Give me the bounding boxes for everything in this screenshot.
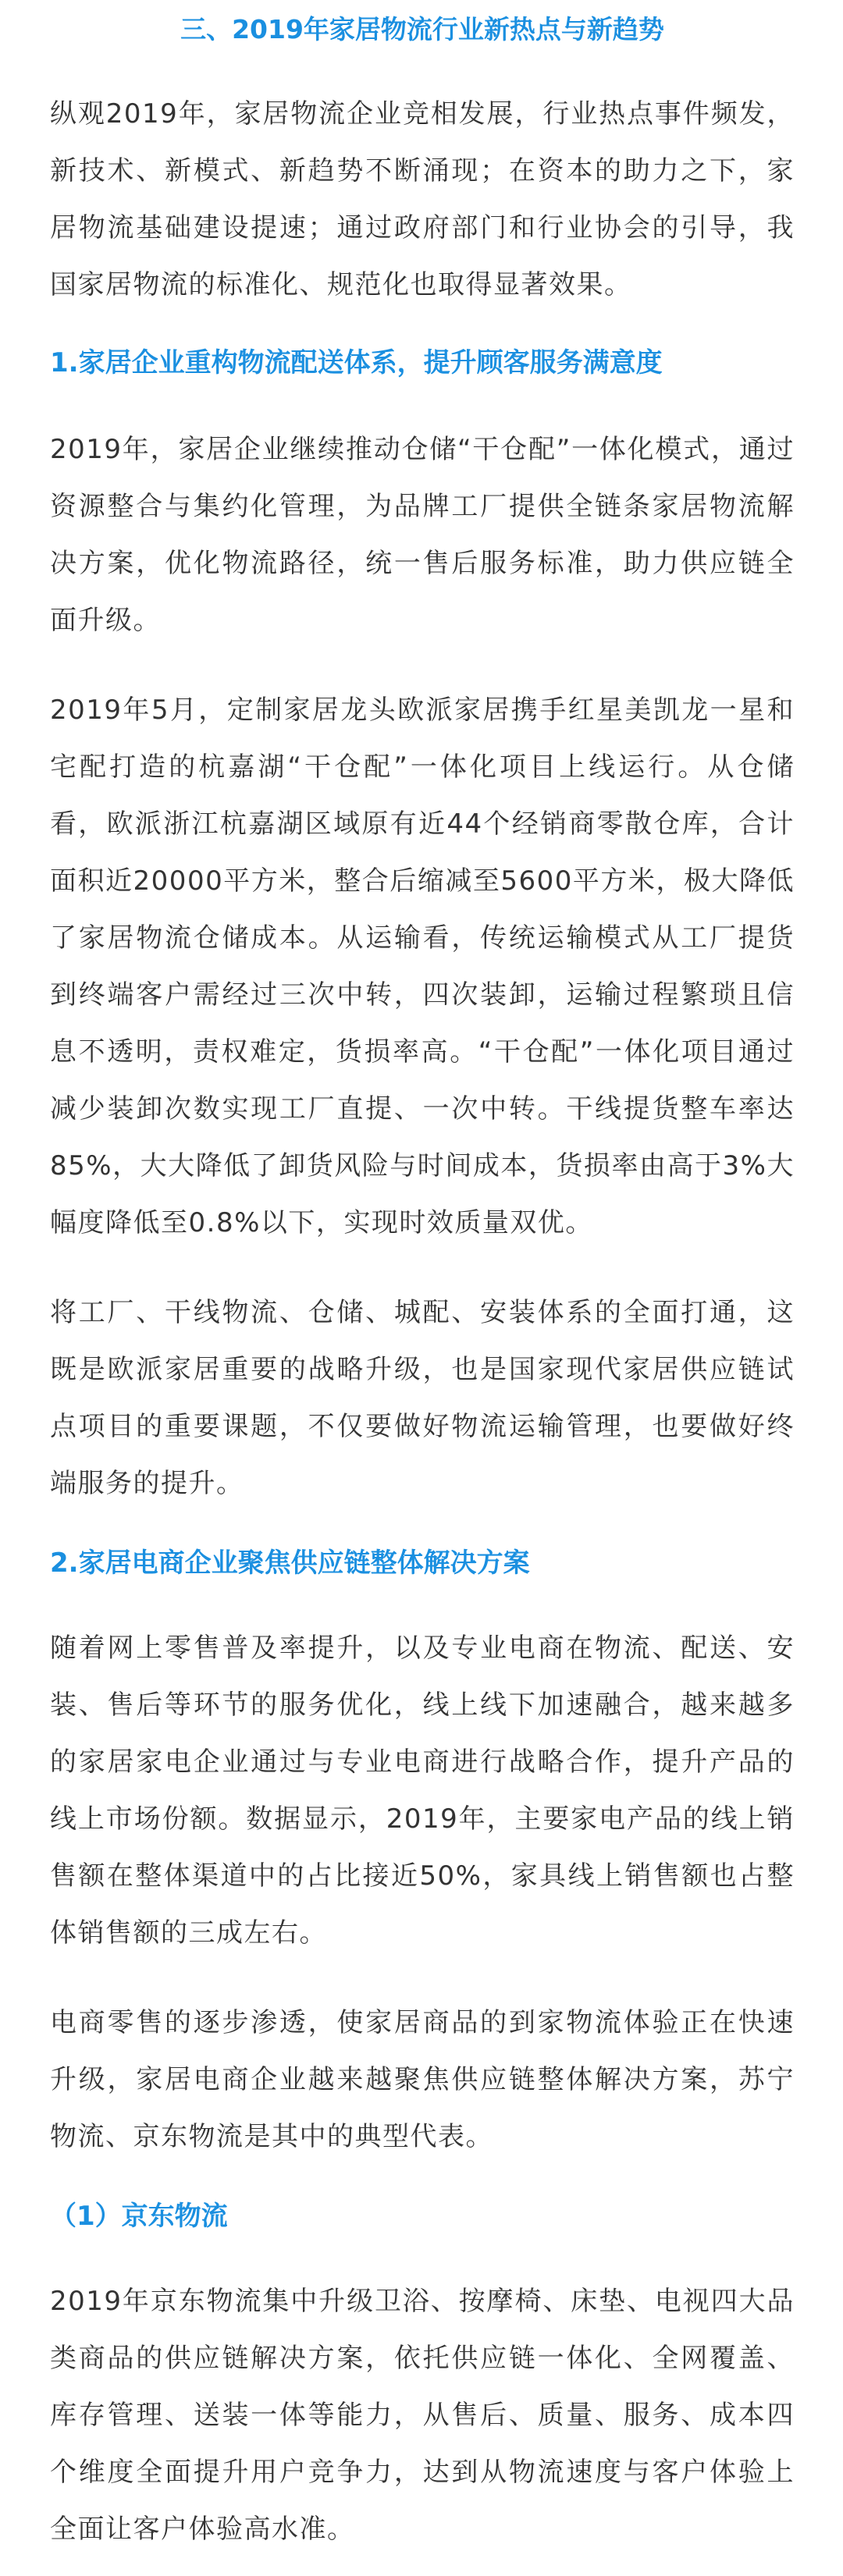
paragraph-jd-logistics: 2019年京东物流集中升级卫浴、按摩椅、床垫、电视四大品类商品的供应链解决方案，依托供应链一体化、全网覆盖、库存管理、送装一体等能力，从售后、质量、服务、成本四个维度全面提升用户竞争力，达到从物流速度与客户体验上全面让客户体验高水准。: [50, 2286, 795, 2545]
paragraph-strategic-upgrade: 将工厂、干线物流、仓储、城配、安装体系的全面打通，这既是欧派家居重要的战略升级，也是国家现代家居供应链试点项目的重要课题，不仅要做好物流运输管理，也要做好终端服务的提升。: [50, 1297, 795, 1499]
paragraph-ecommerce-penetration: 电商零售的逐步渗透，使家居商品的到家物流体验正在快速升级，家居电商企业越来越聚焦供应链整体解决方案，苏宁物流、京东物流是其中的典型代表。: [50, 2007, 795, 2152]
paragraph-online-retail: 随着网上零售普及率提升，以及专业电商在物流、配送、安装、售后等环节的服务优化，线上线下加速融合，越来越多的家居家电企业通过与专业电商进行战略合作，提升产品的线上市场份额。数据显示，2019年，主要家电产品的线上销售额在整体渠道中的占比接近50%，家具线上销售额也占整体销售额的三成左右。: [50, 1633, 795, 1949]
heading-ecommerce-supply-chain: 2.家居电商企业聚焦供应链整体解决方案: [50, 1547, 530, 1579]
paragraph-oppein-project: 2019年5月，定制家居龙头欧派家居携手红星美凯龙一星和宅配打造的杭嘉湖“干仓配”一体化项目上线运行。从仓储看，欧派浙江杭嘉湖区域原有近44个经销商零散仓库，合计面积近20000平方米，整合后缩减至5600平方米，极大降低了家居物流仓储成本。从运输看，传统运输模式从工厂提货到终端客户需经过三次中转，四次装卸，运输过程繁琐且信息不透明，责权难定，货损率高。“干仓配”一体化项目通过减少装卸次数实现工厂直提、一次中转。干线提货整车率达85%，大大降低了卸货风险与时间成本，货损率由高于3%大幅度降低至0.8%以下，实现时效质量双优。: [50, 695, 795, 1238]
paragraph-integrated-model: 2019年，家居企业继续推动仓储“干仓配”一体化模式，通过资源整合与集约化管理，为品牌工厂提供全链条家居物流解决方案，优化物流路径，统一售后服务标准，助力供应链全面升级。: [50, 434, 795, 636]
section-title: 三、2019年家居物流行业新热点与新趋势: [180, 14, 664, 44]
heading-furniture-logistics: 1.家居企业重构物流配送体系，提升顾客服务满意度: [50, 347, 663, 378]
heading-jd-logistics: （1）京东物流: [50, 2201, 228, 2232]
intro-paragraph: 纵观2019年，家居物流企业竞相发展，行业热点事件频发，新技术、新模式、新趋势不断涌现；在资本的助力之下，家居物流基础建设提速；通过政府部门和行业协会的引导，我国家居物流的标准化、规范化也取得显著效果。: [50, 98, 795, 300]
